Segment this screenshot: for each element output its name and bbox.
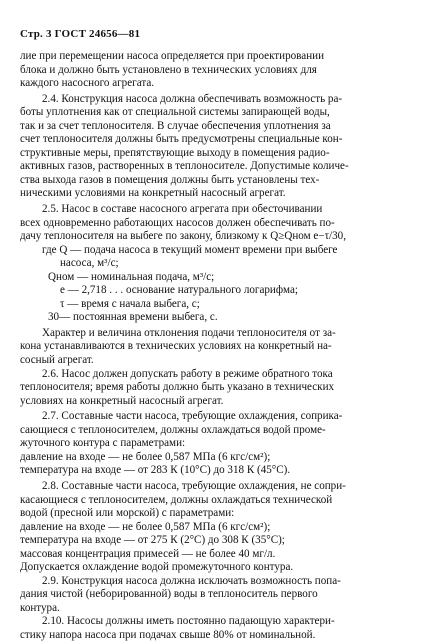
- text-line: блока и должно быть установлено в технических условиях для: [20, 63, 317, 76]
- text-line: Допускается охлаждение водой промежуточного контура.: [20, 561, 294, 574]
- text-line: сосный агрегат.: [20, 354, 94, 367]
- text-line: жуточного контура с параметрами:: [20, 437, 186, 450]
- page-header: Стр. 3 ГОСТ 24656—81: [20, 28, 141, 40]
- text-line: теплоносителя; время работы должно быть указано в технических: [20, 381, 335, 394]
- text-line: ническими условиями на конкретный насосный агрегат.: [20, 187, 286, 200]
- text-line: всех одновременно работающих насосов должен обеспечивать по-: [20, 216, 335, 229]
- text-line: каждого насосного агрегата.: [20, 77, 155, 90]
- text-line: Qном — номинальная подача, м³/с;: [48, 270, 215, 283]
- text-line: структивные меры, препятствующие выходу в помещения радио-: [20, 146, 330, 159]
- text-line: массовая концентрация примесей — не более 40 мг/л.: [20, 547, 276, 560]
- text-line: 2.4. Конструкция насоса должна обеспечивать возможность ра-: [42, 92, 343, 105]
- text-line: так и за счет теплоносителя. В случае обеспечения уплотнения за: [20, 119, 331, 132]
- text-line: контура.: [20, 601, 60, 614]
- text-line: дания чистой (неборированной) воды в теплоноситель первого: [20, 588, 318, 601]
- text-line: давление на входе — не более 0,587 МПа (6 кгс/см²);: [20, 450, 271, 463]
- document-body: [20, 50, 408, 643]
- text-line: 2.7. Составные части насоса, требующие охлаждения, соприка-: [42, 410, 343, 423]
- text-line: кона устанавливаются в технических условиях на конкретный на-: [20, 340, 332, 353]
- text-line: e — 2,718 . . . основание натурального логарифма;: [60, 284, 299, 297]
- text-line: 2.5. Насос в составе насосного агрегата при обесточивании: [42, 203, 323, 216]
- text-line: касающиеся с теплоносителем, должны охлаждаться технической: [20, 493, 333, 506]
- text-line: стику напора насоса при подачах свыше 80% от номинальной.: [20, 628, 316, 641]
- text-line: сающиеся с теплоносителем, должны охлаждаться водой проме-: [20, 423, 326, 436]
- text-line: 2.8. Составные части насоса, требующие охлаждения, не сопри-: [42, 479, 346, 492]
- text-line: давление на входе — не более 0,587 МПа (6 кгс/см²);: [20, 520, 271, 533]
- text-line: водой (пресной или морской) с параметрами:: [20, 507, 235, 520]
- text-line: лие при перемещении насоса определяется при проектировании: [20, 50, 325, 62]
- text-line: температура на входе — от 283 К (10°С) до 318 К (45°С).: [20, 464, 291, 477]
- text-line: 2.6. Насос должен допускать работу в режиме обратного тока: [42, 367, 333, 380]
- text-line: где Q — подача насоса в текущий момент времени при выбеге: [42, 243, 338, 256]
- text-line: насоса, м³/с;: [60, 257, 119, 270]
- text-line: дачу теплоносителя на выбеге по закону, близкому к Q≥Qном e−τ/30,: [20, 230, 346, 243]
- text-line: τ — время с начала выбега, с;: [60, 297, 200, 310]
- text-line: 2.10. Насосы должны иметь постоянно падающую характери-: [42, 615, 335, 628]
- text-line: условиях на конкретный насосный агрегат.: [20, 394, 224, 407]
- text-line: Характер и величина отклонения подачи теплоносителя от за-: [42, 326, 336, 339]
- text-line: боты уплотнения как от специальной системы запирающей воды,: [20, 106, 330, 119]
- text-line: ства выхода газов в помещения должны быть установлены тех-: [20, 173, 320, 186]
- text-line: счет теплоносителя должны быть предусмотрены специальные кон-: [20, 133, 343, 146]
- text-line: 2.9. Конструкция насоса должна исключать возможность попа-: [42, 574, 341, 587]
- text-line: температура на входе — от 275 К (2°С) до 308 К (35°С);: [20, 534, 285, 547]
- text-line: 30— постоянная времени выбега, с.: [48, 311, 218, 324]
- text-line: активных газов, растворенных в теплоносителе. Допустимые количе-: [20, 160, 349, 173]
